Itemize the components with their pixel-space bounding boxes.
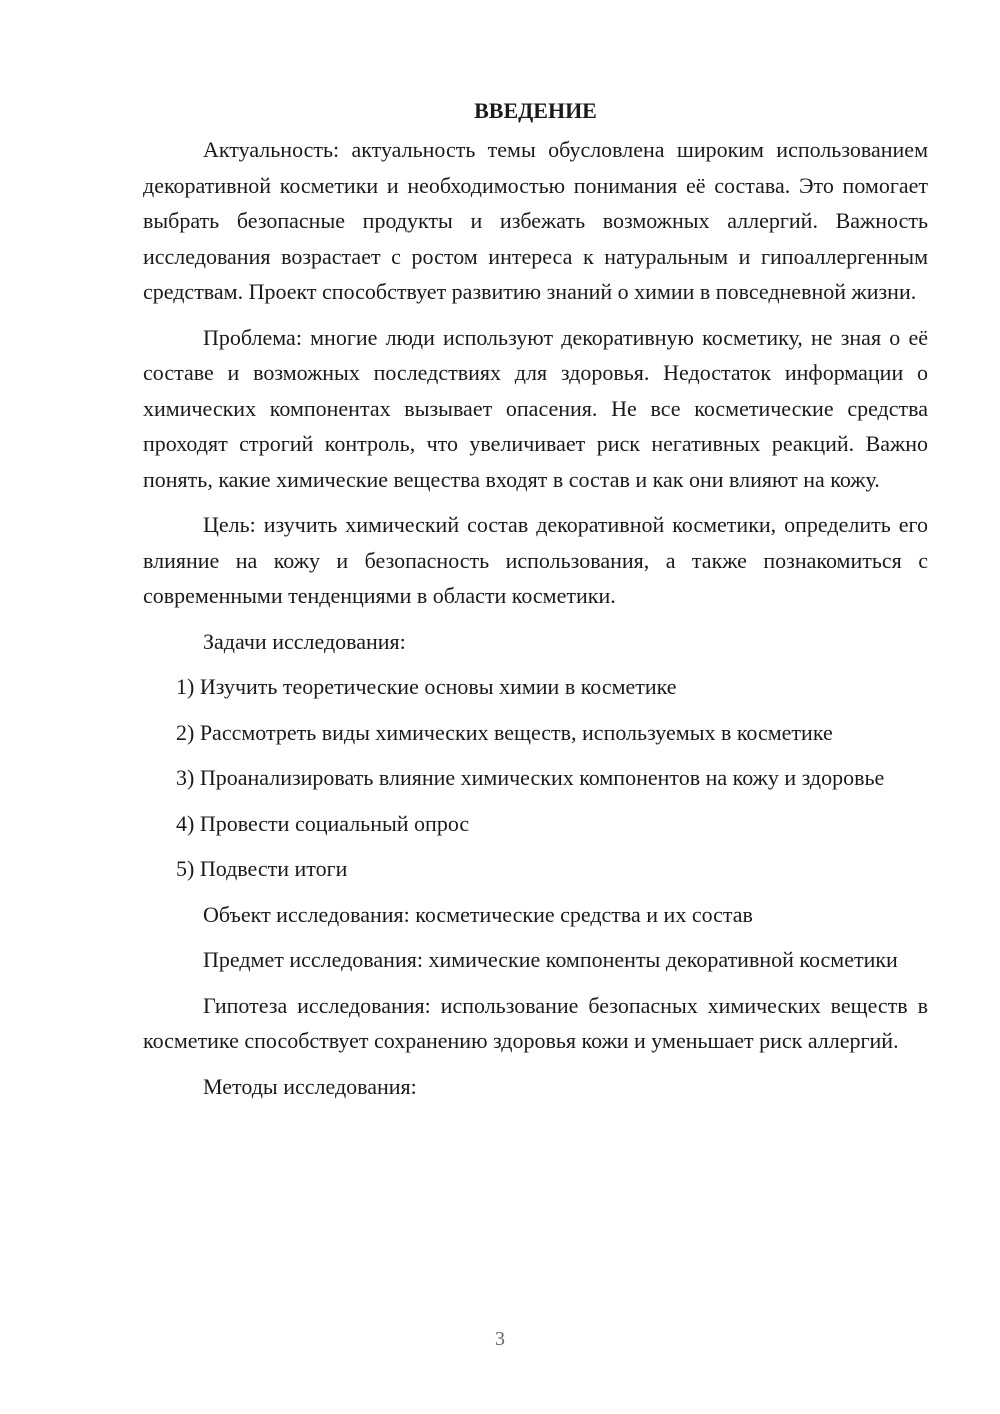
subject-paragraph: Предмет исследования: химические компоненты декоративной косметики xyxy=(203,947,898,972)
task-item-2: 2) Рассмотреть виды химических веществ, используемых в косметике xyxy=(176,719,833,745)
section-title: ВВЕДЕНИЕ xyxy=(474,98,597,123)
object-paragraph: Объект исследования: косметические средства и их состав xyxy=(203,901,753,927)
task-item-3: 3) Проанализировать влияние химических компонентов на кожу и здоровье xyxy=(176,765,885,790)
task-item-1: 1) Изучить теоретические основы химии в косметике xyxy=(176,674,677,699)
task-item-4: 4) Провести социальный опрос xyxy=(176,810,470,836)
page-number: 3 xyxy=(495,1328,505,1350)
relevance-paragraph: Актуальность: актуальность темы обусловлена широким использованием декоративной косметики и необходимостью понимания её состава. Это помогает выбрать безопасные продукты и избежать возможных аллергий. Важность исследования возрастает с ростом интереса к натуральным и гипоаллергенным средствам. Проект способствует развитию знаний о химии в повседневной жизни. xyxy=(143,137,928,304)
methods-heading: Методы исследования: xyxy=(203,1073,417,1099)
document-page xyxy=(143,88,928,1104)
goal-paragraph: Цель: изучить химический состав декоративной косметики, определить его влияние на кожу и безопасность использования, а также познакомиться с современными тенденциями в области косметики. xyxy=(143,512,928,608)
task-item-5: 5) Подвести итоги xyxy=(176,856,348,881)
tasks-heading: Задачи исследования: xyxy=(203,628,406,654)
problem-paragraph: Проблема: многие люди используют декоративную косметику, не зная о её составе и возможных последствиях для здоровья. Недостаток информации о химических компонентах вызывает опасения. Не все косметические средства проходят строгий контроль, что увеличивает риск негативных реакций. Важно понять, какие химические вещества входят в состав и как они влияют на кожу. xyxy=(143,324,928,492)
hypothesis-paragraph: Гипотеза исследования: использование безопасных химических веществ в косметике способствует сохранению здоровья кожи и уменьшает риск аллергий. xyxy=(143,992,928,1053)
